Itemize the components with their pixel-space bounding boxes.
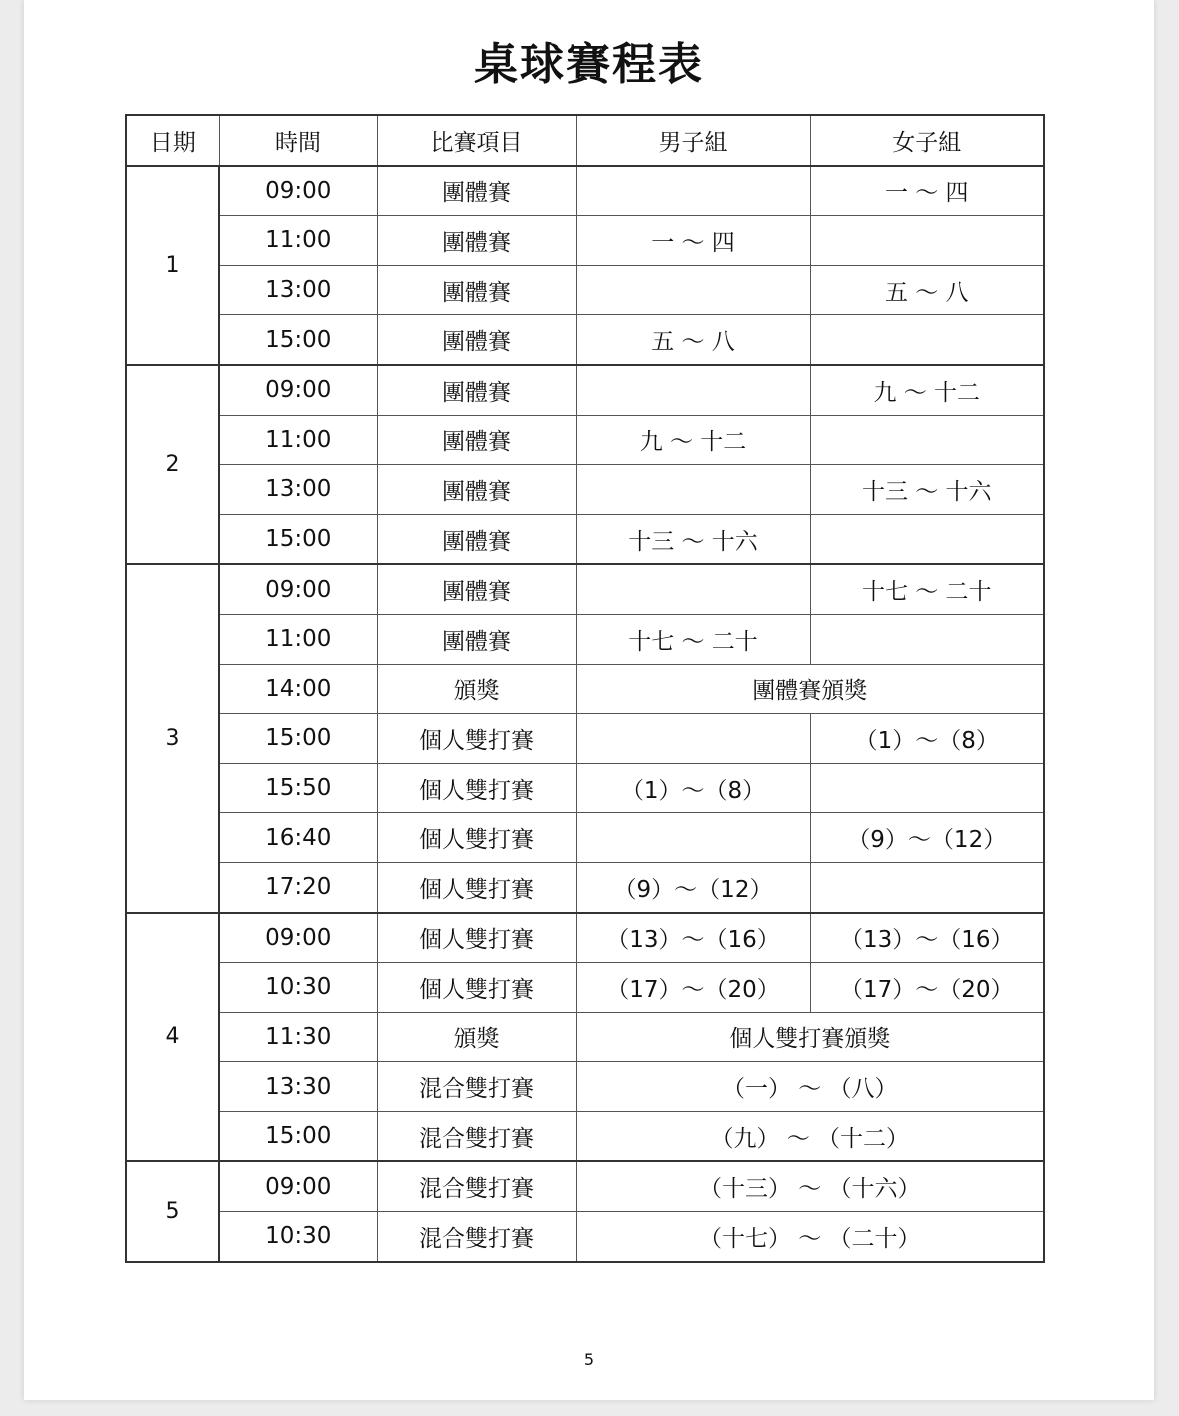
event-cell: 團體賽 <box>377 514 576 564</box>
event-cell: 混合雙打賽 <box>377 1161 576 1211</box>
header-women: 女子組 <box>810 115 1044 166</box>
time-cell: 13:00 <box>219 465 377 515</box>
table-row <box>126 714 1044 764</box>
event-cell: 混合雙打賽 <box>377 1111 576 1161</box>
men-cell: 九 ～ 十二 <box>576 415 810 465</box>
time-cell: 09:00 <box>219 1161 377 1211</box>
event-cell: 團體賽 <box>377 315 576 365</box>
women-cell: （9）～（12） <box>810 813 1044 863</box>
time-cell: 11:30 <box>219 1012 377 1062</box>
women-cell <box>810 862 1044 912</box>
table-row <box>126 862 1044 912</box>
men-cell: 十三 ～ 十六 <box>576 514 810 564</box>
header-date: 日期 <box>126 115 219 166</box>
date-cell: 2 <box>126 365 219 564</box>
header-time: 時間 <box>219 115 377 166</box>
men-cell: （1）～（8） <box>576 763 810 813</box>
table-row <box>126 166 1044 216</box>
men-cell <box>576 465 810 515</box>
event-cell: 團體賽 <box>377 564 576 614</box>
women-cell <box>810 763 1044 813</box>
time-cell: 11:00 <box>219 614 377 664</box>
table-row <box>126 763 1044 813</box>
event-cell: 團體賽 <box>377 265 576 315</box>
table-row <box>126 1111 1044 1161</box>
time-cell: 13:30 <box>219 1062 377 1112</box>
table-row <box>126 963 1044 1013</box>
time-cell: 09:00 <box>219 166 377 216</box>
event-cell: 個人雙打賽 <box>377 763 576 813</box>
time-cell: 14:00 <box>219 664 377 714</box>
table-row <box>126 913 1044 963</box>
table-header-row <box>126 115 1044 166</box>
event-cell: 個人雙打賽 <box>377 714 576 764</box>
time-cell: 15:00 <box>219 1111 377 1161</box>
time-cell: 15:00 <box>219 315 377 365</box>
event-cell: 個人雙打賽 <box>377 913 576 963</box>
time-cell: 13:00 <box>219 265 377 315</box>
time-cell: 09:00 <box>219 564 377 614</box>
men-cell: 十七 ～ 二十 <box>576 614 810 664</box>
men-cell: 五 ～ 八 <box>576 315 810 365</box>
table-row <box>126 514 1044 564</box>
women-cell <box>810 514 1044 564</box>
table-row <box>126 614 1044 664</box>
event-cell: 團體賽 <box>377 365 576 415</box>
women-cell: 五 ～ 八 <box>810 265 1044 315</box>
event-cell: 個人雙打賽 <box>377 862 576 912</box>
time-cell: 09:00 <box>219 913 377 963</box>
table-row <box>126 1212 1044 1262</box>
table-row <box>126 265 1044 315</box>
header-event: 比賽項目 <box>377 115 576 166</box>
time-cell: 15:00 <box>219 514 377 564</box>
event-cell: 混合雙打賽 <box>377 1212 576 1262</box>
table-row <box>126 1062 1044 1112</box>
time-cell: 15:00 <box>219 714 377 764</box>
event-cell: 混合雙打賽 <box>377 1062 576 1112</box>
time-cell: 09:00 <box>219 365 377 415</box>
event-cell: 團體賽 <box>377 166 576 216</box>
header-men: 男子組 <box>576 115 810 166</box>
event-cell: 個人雙打賽 <box>377 963 576 1013</box>
event-cell: 團體賽 <box>377 415 576 465</box>
table-row <box>126 216 1044 266</box>
time-cell: 10:30 <box>219 963 377 1013</box>
time-cell: 11:00 <box>219 415 377 465</box>
table-row <box>126 315 1044 365</box>
table-row <box>126 1012 1044 1062</box>
men-cell: 一 ～ 四 <box>576 216 810 266</box>
table-row <box>126 813 1044 863</box>
table-row <box>126 365 1044 415</box>
merged-group-cell: （九） ～ （十二） <box>576 1111 1044 1161</box>
men-cell <box>576 365 810 415</box>
men-cell <box>576 265 810 315</box>
event-cell: 個人雙打賽 <box>377 813 576 863</box>
merged-group-cell: （十三） ～ （十六） <box>576 1161 1044 1211</box>
merged-group-cell: 個人雙打賽頒獎 <box>576 1012 1044 1062</box>
time-cell: 11:00 <box>219 216 377 266</box>
merged-group-cell: （十七） ～ （二十） <box>576 1212 1044 1262</box>
page-number: 5 <box>583 1350 595 1369</box>
event-cell: 團體賽 <box>377 465 576 515</box>
time-cell: 17:20 <box>219 862 377 912</box>
women-cell: 十三 ～ 十六 <box>810 465 1044 515</box>
women-cell: （1）～（8） <box>810 714 1044 764</box>
women-cell: （17）～（20） <box>810 963 1044 1013</box>
time-cell: 10:30 <box>219 1212 377 1262</box>
women-cell: （13）～（16） <box>810 913 1044 963</box>
table-row <box>126 1161 1044 1211</box>
event-cell: 頒獎 <box>377 664 576 714</box>
time-cell: 15:50 <box>219 763 377 813</box>
merged-group-cell: 團體賽頒獎 <box>576 664 1044 714</box>
table-row <box>126 465 1044 515</box>
table-row <box>126 664 1044 714</box>
men-cell <box>576 813 810 863</box>
schedule-table <box>125 114 1045 1263</box>
women-cell <box>810 614 1044 664</box>
men-cell: （9）～（12） <box>576 862 810 912</box>
merged-group-cell: （一） ～ （八） <box>576 1062 1044 1112</box>
women-cell <box>810 415 1044 465</box>
time-cell: 16:40 <box>219 813 377 863</box>
date-cell: 3 <box>126 564 219 912</box>
page-title: 桌球賽程表 <box>474 39 704 90</box>
document-page <box>24 0 1154 1400</box>
women-cell: 十七 ～ 二十 <box>810 564 1044 614</box>
table-row <box>126 415 1044 465</box>
schedule-body <box>126 166 1044 1262</box>
event-cell: 團體賽 <box>377 216 576 266</box>
men-cell: （13）～（16） <box>576 913 810 963</box>
date-cell: 4 <box>126 913 219 1162</box>
women-cell <box>810 216 1044 266</box>
cropped-header-text <box>334 0 894 20</box>
men-cell <box>576 714 810 764</box>
event-cell: 頒獎 <box>377 1012 576 1062</box>
women-cell: 一 ～ 四 <box>810 166 1044 216</box>
women-cell: 九 ～ 十二 <box>810 365 1044 415</box>
event-cell: 團體賽 <box>377 614 576 664</box>
women-cell <box>810 315 1044 365</box>
table-row <box>126 564 1044 614</box>
date-cell: 1 <box>126 166 219 365</box>
men-cell: （17）～（20） <box>576 963 810 1013</box>
date-cell: 5 <box>126 1161 219 1261</box>
men-cell <box>576 564 810 614</box>
men-cell <box>576 166 810 216</box>
